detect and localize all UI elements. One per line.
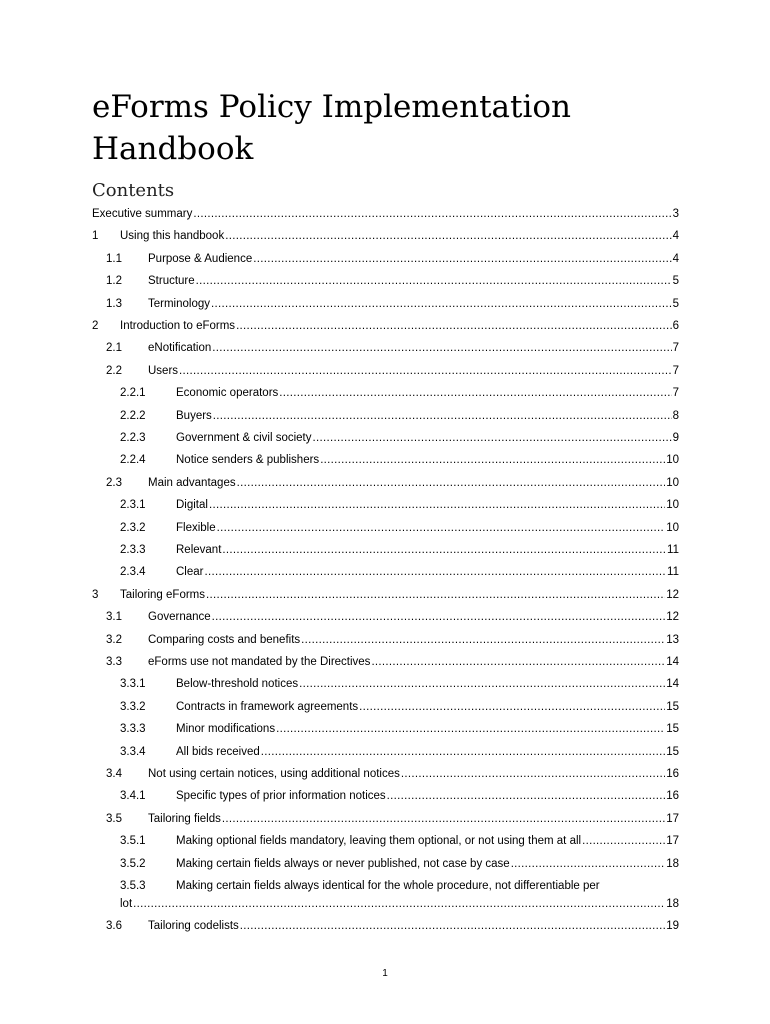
toc-dot-leader — [213, 407, 672, 425]
toc-entry[interactable] — [0, 519, 770, 537]
toc-entry-label: Notice senders & publishers — [176, 454, 320, 467]
toc-dot-leader — [320, 451, 665, 469]
toc-dot-leader — [253, 250, 671, 268]
toc-entry-number: 3.4.1 — [120, 790, 146, 803]
toc-entry-page: 10 — [666, 521, 679, 534]
toc-entry[interactable] — [0, 429, 770, 447]
toc-entry-line — [148, 608, 679, 626]
toc-entry-line — [120, 317, 679, 335]
toc-dot-leader — [371, 653, 665, 671]
toc-entry-label: Users — [148, 364, 179, 377]
toc-entry-label: Government & civil society — [176, 432, 312, 444]
toc-dot-leader — [222, 810, 665, 828]
toc-entry-page: 12 — [666, 588, 679, 601]
toc-entry-number: 3.5.3 — [120, 880, 146, 892]
toc-entry-line — [176, 519, 679, 537]
toc-entry-page: 11 — [667, 566, 679, 579]
document-title — [92, 86, 692, 170]
toc-entry-page: 8 — [672, 409, 679, 422]
toc-entry-page: 9 — [672, 432, 679, 444]
page-number: 1 — [382, 968, 388, 979]
toc-entry[interactable] — [0, 227, 770, 245]
toc-entry-page: 13 — [666, 633, 679, 646]
toc-entry-number: 1.2 — [106, 275, 122, 288]
toc-entry-label: Making certain fields always identical for the whole procedure, not differentiable per — [176, 880, 600, 892]
toc-entry-number: 2.2.2 — [120, 409, 146, 422]
toc-entry-label: Tailoring eForms — [120, 588, 205, 601]
toc-dot-leader — [279, 384, 671, 402]
toc-entry[interactable] — [0, 675, 770, 693]
toc-entry-line — [120, 227, 679, 245]
title-line-1: eForms Policy Implementation — [92, 89, 572, 125]
toc-entry-number: 3.2 — [106, 633, 122, 646]
toc-entry-number: 2.2.4 — [120, 454, 146, 467]
toc-entry-line — [148, 474, 679, 492]
toc-entry-label: Buyers — [176, 409, 212, 422]
toc-dot-leader — [387, 787, 666, 805]
toc-entry-line — [148, 631, 679, 649]
toc-dot-leader — [193, 205, 671, 223]
toc-entry-number: 3.6 — [106, 920, 122, 933]
toc-entry[interactable] — [0, 339, 770, 357]
toc-entry-number: 1 — [92, 230, 99, 243]
toc-entry-label: Below-threshold notices — [176, 678, 299, 691]
toc-entry-line — [176, 787, 679, 805]
toc-entry-label: Structure — [148, 275, 195, 288]
toc-entry[interactable] — [0, 317, 770, 335]
toc-entry-label: Governance — [148, 611, 211, 624]
toc-entry-label: Specific types of prior information notices — [176, 790, 386, 803]
toc-entry-number: 3.1 — [106, 611, 122, 624]
toc-dot-leader — [217, 519, 666, 537]
toc-entry[interactable] — [0, 295, 770, 313]
toc-dot-leader — [212, 608, 666, 626]
toc-entry-line — [148, 917, 679, 935]
toc-entry-number: 3.3.4 — [120, 745, 146, 758]
toc-entry-page: 15 — [666, 723, 679, 736]
toc-entry-label: Executive summary — [92, 208, 193, 220]
toc-entry-label: Comparing costs and benefits — [148, 633, 301, 646]
toc-dot-leader — [582, 832, 665, 850]
toc-dot-leader — [206, 586, 665, 604]
toc-dot-leader — [225, 227, 671, 245]
toc-entry[interactable] — [0, 407, 770, 425]
toc-entry-page: 17 — [666, 835, 679, 848]
toc-dot-leader — [133, 895, 665, 913]
toc-entry-number: 3.3.2 — [120, 700, 146, 713]
toc-entry-line — [176, 563, 679, 581]
toc-entry-label: Digital — [176, 499, 208, 512]
toc-entry-label: Using this handbook — [120, 230, 225, 243]
toc-entry-number: 3.4 — [106, 768, 122, 780]
toc-entry-label: All bids received — [176, 745, 260, 758]
toc-entry-line — [176, 855, 679, 873]
toc-entry[interactable] — [0, 451, 770, 469]
toc-entry[interactable] — [0, 496, 770, 514]
toc-entry-line — [176, 675, 679, 693]
toc-dot-leader — [299, 675, 665, 693]
toc-entry-line — [148, 362, 679, 380]
toc-entry-page: 4 — [672, 252, 679, 265]
toc-entry-number: 2.3.4 — [120, 566, 146, 579]
toc-entry-number: 3.5.1 — [120, 835, 146, 848]
toc-entry-page: 5 — [672, 275, 679, 288]
toc-entry-page: 7 — [672, 364, 679, 377]
toc-dot-leader — [276, 720, 665, 738]
toc-entry-page: 7 — [672, 342, 679, 355]
toc-entry-page: 16 — [666, 768, 679, 780]
toc-entry-line — [176, 541, 679, 559]
toc-entry-continuation — [120, 895, 679, 913]
toc-entry[interactable] — [0, 631, 770, 649]
toc-entry-page: 16 — [666, 790, 679, 803]
toc-entry[interactable] — [0, 250, 770, 268]
toc-entry-label: Tailoring codelists — [148, 920, 239, 933]
toc-entry[interactable] — [0, 474, 770, 492]
toc-entry-label: eNotification — [148, 342, 212, 355]
toc-entry-label: Flexible — [176, 521, 216, 534]
toc-entry-number: 2.3.1 — [120, 499, 146, 512]
toc-entry-line — [92, 205, 679, 223]
toc-entry-line — [148, 272, 679, 290]
toc-dot-leader — [261, 743, 665, 761]
toc-entry-page: 18 — [666, 898, 679, 910]
toc-entry-page: 11 — [667, 544, 679, 556]
toc-entry-label-continued: lot — [120, 898, 133, 910]
toc-entry-page: 3 — [672, 208, 679, 220]
toc-entry-number: 3 — [92, 588, 99, 601]
toc-entry-page: 7 — [672, 387, 679, 400]
toc-entry-number: 2.2 — [106, 364, 122, 377]
toc-entry-line — [176, 451, 679, 469]
toc-entry-number: 1.3 — [106, 297, 122, 310]
toc-entry[interactable] — [0, 765, 770, 783]
toc-entry-line — [176, 496, 679, 514]
toc-entry-number: 2 — [92, 320, 99, 332]
toc-entry[interactable] — [0, 877, 770, 913]
toc-entry-number: 3.3.3 — [120, 723, 146, 736]
toc-entry-line — [148, 765, 679, 783]
toc-entry-page: 10 — [666, 476, 679, 489]
toc-entry-page: 14 — [666, 656, 679, 668]
toc-entry-label: Terminology — [148, 297, 210, 310]
toc-entry[interactable] — [0, 563, 770, 581]
toc-entry-label: Economic operators — [176, 387, 279, 400]
toc-entry-number: 3.3.1 — [120, 678, 146, 691]
toc-entry[interactable] — [0, 541, 770, 559]
toc-dot-leader — [240, 917, 665, 935]
toc-entry-label: Not using certain notices, using additional notices — [148, 768, 400, 780]
toc-entry[interactable] — [0, 787, 770, 805]
toc-entry-label: Contracts in framework agreements — [176, 700, 359, 713]
toc-entry[interactable] — [0, 743, 770, 761]
toc-entry-line — [148, 295, 679, 313]
title-line-2: Handbook — [92, 131, 254, 167]
toc-entry-label: Tailoring fields — [148, 812, 221, 825]
toc-entry-number: 2.3.3 — [120, 544, 146, 556]
toc-entry-number: 2.1 — [106, 342, 122, 355]
toc-entry-number: 1.1 — [106, 252, 122, 265]
toc-entry-number: 3.5.2 — [120, 857, 146, 870]
toc-entry-number: 3.5 — [106, 812, 122, 825]
toc-dot-leader — [313, 429, 672, 447]
toc-entry-line — [148, 810, 679, 828]
toc-dot-leader — [222, 541, 666, 559]
toc-entry[interactable] — [0, 855, 770, 873]
toc-entry-label: Making certain fields always or never published, not case by case — [176, 857, 510, 870]
toc-entry-line — [176, 407, 679, 425]
toc-entry[interactable] — [0, 720, 770, 738]
toc-entry[interactable] — [0, 832, 770, 850]
toc-entry-page: 15 — [666, 745, 679, 758]
toc-entry-label: Minor modifications — [176, 723, 276, 736]
toc-entry-page: 10 — [666, 454, 679, 467]
toc-dot-leader — [179, 362, 672, 380]
toc-entry-line — [176, 384, 679, 402]
toc-entry-number: 3.3 — [106, 656, 122, 668]
toc-entry-label: Introduction to eForms — [120, 320, 236, 332]
toc-dot-leader — [196, 272, 672, 290]
toc-entry-page: 4 — [672, 230, 679, 243]
toc-entry-page: 15 — [666, 700, 679, 713]
toc-entry[interactable] — [0, 653, 770, 671]
toc-dot-leader — [401, 765, 665, 783]
toc-entry-line — [176, 698, 679, 716]
toc-entry-page: 10 — [666, 499, 679, 512]
toc-entry-label: Purpose & Audience — [148, 252, 253, 265]
toc-entry[interactable] — [0, 362, 770, 380]
toc-entry-number: 2.3 — [106, 476, 122, 489]
toc-entry-page: 5 — [672, 297, 679, 310]
toc-dot-leader — [212, 339, 671, 357]
toc-entry-label: Main advantages — [148, 476, 236, 489]
toc-entry[interactable] — [0, 917, 770, 935]
toc-entry[interactable] — [0, 586, 770, 604]
toc-entry-page: 12 — [666, 611, 679, 624]
toc-entry-label: eForms use not mandated by the Directives — [148, 656, 371, 668]
toc-entry[interactable] — [0, 698, 770, 716]
toc-dot-leader — [204, 563, 666, 581]
toc-dot-leader — [359, 698, 665, 716]
toc-entry-line — [148, 339, 679, 357]
toc-entry-page: 17 — [666, 812, 679, 825]
toc-entry-line — [120, 586, 679, 604]
toc-entry-line — [176, 743, 679, 761]
toc-entry-number: 2.3.2 — [120, 521, 146, 534]
contents-heading: Contents — [92, 180, 175, 201]
toc-entry-number: 2.2.1 — [120, 387, 146, 400]
toc-entry-label: Clear — [176, 566, 204, 579]
toc-entry-page: 14 — [666, 678, 679, 691]
toc-dot-leader — [211, 295, 672, 313]
toc-entry-label: Relevant — [176, 544, 222, 556]
toc-dot-leader — [301, 631, 665, 649]
toc-dot-leader — [237, 474, 666, 492]
toc-entry[interactable] — [0, 272, 770, 290]
toc-dot-leader — [511, 855, 666, 873]
toc-entry[interactable] — [0, 384, 770, 402]
toc-entry-line — [176, 720, 679, 738]
toc-entry[interactable] — [0, 810, 770, 828]
toc-entry-page: 6 — [672, 320, 679, 332]
toc-dot-leader — [236, 317, 672, 335]
toc-entry-line — [148, 250, 679, 268]
toc-entry-label: Making optional fields mandatory, leaving them optional, or not using them at all — [176, 835, 582, 848]
toc-entry-line — [148, 653, 679, 671]
toc-entry[interactable] — [0, 608, 770, 626]
toc-entry-line — [176, 832, 679, 850]
toc-entry-number: 2.2.3 — [120, 432, 146, 444]
toc-entry[interactable] — [0, 205, 770, 223]
toc-entry-page: 19 — [666, 920, 679, 933]
toc-entry-page: 18 — [666, 857, 679, 870]
toc-entry-line — [176, 429, 679, 447]
toc-dot-leader — [209, 496, 665, 514]
